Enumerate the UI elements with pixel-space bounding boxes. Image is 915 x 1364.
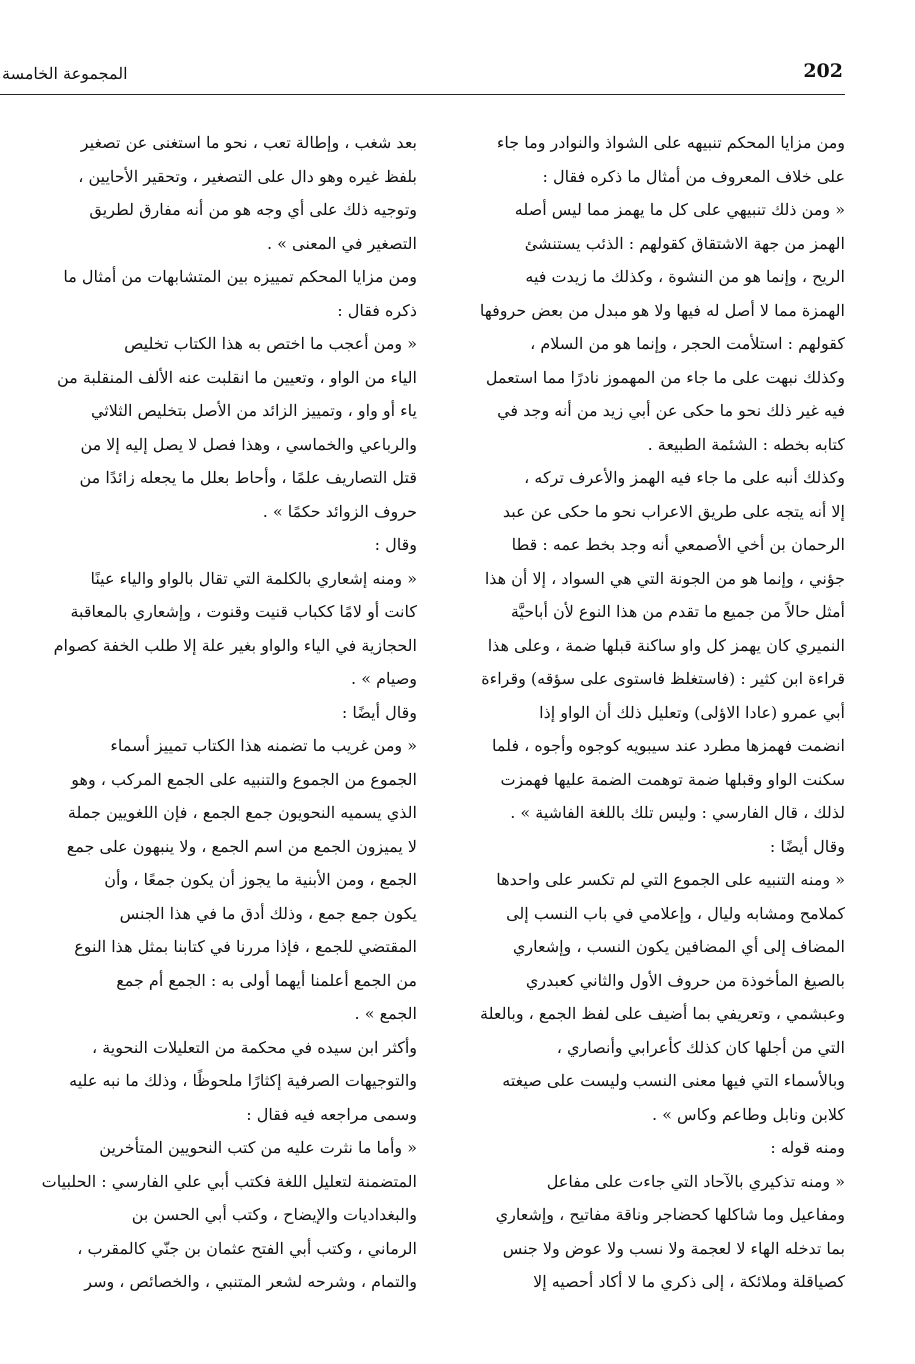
text-line: كصياقلة وملائكة ، إلى ذكري ما لا أكاد أحصيه إلا — [533, 1272, 845, 1291]
text-line: كتابه بخطه : الشئمة الطبيعة . — [647, 434, 845, 454]
text-line: لذلك ، قال الفارسي : وليس تلك باللغة الفاشية » . — [510, 803, 845, 822]
text-line: وصيام » . — [351, 669, 417, 688]
text-line: بعد شغب ، وإطالة تعب ، نحو ما استغنى عن تصغير — [80, 133, 417, 152]
text-line: وأكثر ابن سيده في محكمة من التعليلات النحوية ، — [91, 1037, 417, 1057]
text-line: وكذلك نبهت على ما جاء من المهموز نادرًا مما استعمل — [485, 367, 845, 387]
text-line: قراءة ابن كثير : (فاستغلظ فاستوى على سؤقه) وقراءة — [481, 669, 845, 688]
text-line: إلا أنه يتجه على طريق الاعراب نحو ما حكى عن عبد — [502, 501, 845, 521]
text-line: أمثل حالاً من جميع ما تقدم من هذا النوع لأن أباحيَّة — [510, 602, 845, 621]
text-line: الجمع ، ومن الأبنية ما يجوز أن يكون جمعًا ، وأن — [104, 870, 417, 889]
text-line: « ومن أعجب ما اختص به هذا الكتاب تخليص — [124, 334, 417, 353]
text-line: « ومن ذلك تنبيهي على كل ما يهمز مما ليس أصله — [514, 200, 845, 219]
text-line: الرماني ، وكتب أبي الفتح عثمان بن جنّي كالمقرب ، — [77, 1238, 417, 1258]
text-line: جؤني ، وإنما هو من الجونة التي هي السواد ، إلا أن هذا — [484, 568, 845, 588]
text-line: كقولهم : استلأمت الحجر ، وإنما هو من السلام ، — [530, 334, 845, 353]
text-line: المتضمنة لتعليل اللغة فكتب أبي علي الفارسي : الحلبيات — [41, 1171, 417, 1191]
text-line: وسمى مراجعه فيه فقال : — [246, 1104, 417, 1124]
text-line: وكذلك أنبه على ما جاء فيه الهمز والأعرف تركه ، — [524, 468, 845, 487]
text-line: ومن مزايا المحكم تنبيهه على الشواذ والنوادر وما جاء — [496, 133, 845, 152]
text-line: النميري كان يهمز كل واو ساكنة قبلها ضمة ، وعلى هذا — [487, 635, 845, 655]
text-line: بلفظ غيره وهو دال على التصغير ، وتحقير الأحايين ، — [78, 166, 417, 186]
text-line: بما تدخله الهاء لا لعجمة ولا نسب ولا عوض ولا جنس — [502, 1238, 845, 1258]
text-line: فيه غير ذلك نحو ما حكى عن أبي زيد من أنه وجد في — [497, 401, 845, 420]
text-line: المضاف إلى أي المضافين يكون النسب ، وإشعاري — [512, 937, 845, 956]
text-line: ومن مزايا المحكم تمييزه بين المتشابهات من أمثال ما — [63, 267, 417, 286]
text-line: سكنت الواو وقبلها ضمة توهمت الضمة عليها فهمزت — [500, 769, 845, 789]
text-line: التي من أجلها كان كذلك كأعرابي وأنصاري ، — [556, 1037, 845, 1057]
text-line: والتوجيهات الصرفية إكثارًا ملحوظًا ، وذلك ما نبه عليه — [69, 1071, 417, 1090]
text-line: « ومنه التنبيه على الجموع التي لم تكسر على واحدها — [496, 870, 845, 889]
page-header — [0, 58, 845, 95]
text-line: حروف الزوائد حكمًا » . — [262, 501, 417, 521]
right-text-column — [445, 126, 845, 1299]
text-line: المقتضي للجمع ، فإذا مررنا في كتابنا بمثل هذا النوع — [74, 937, 417, 956]
text-line: على خلاف المعروف من أمثال ما ذكره فقال : — [542, 166, 845, 186]
text-line: الرحمان بن أخي الأصمعي أنه وجد بخط عمه : قطا — [511, 535, 845, 554]
text-line: الحجازية في الياء والواو بغير علة إلا طلب الخفة كصوام — [53, 635, 417, 655]
text-line: وقال أيضًا : — [341, 702, 417, 722]
text-line: وتوجيه ذلك على أي وجه هو من أنه مفارق لطريق — [89, 200, 417, 219]
text-line: وعبشمي ، وتعريفي بما أضيف على لفظ الجمع ، وبالعلة — [480, 1004, 845, 1023]
running-title: المجموعة الخامسة — [2, 64, 128, 83]
text-line: الهمز من جهة الاشتقاق كقولهم : الذئب يستنشئ — [524, 233, 845, 253]
text-line: والبغداديات والإيضاح ، وكتب أبي الحسن بن — [131, 1205, 417, 1224]
text-line: ومنه قوله : — [770, 1138, 845, 1157]
text-line: كلابن ونابل وطاعم وكاس » . — [651, 1104, 845, 1124]
text-line: وبالأسماء التي فيها معنى النسب وليست على صيغته — [502, 1071, 845, 1090]
text-line: الريح ، وإنما هو من النشوة ، وكذلك ما زيدت فيه — [525, 267, 845, 286]
text-line: ومفاعيل وما شاكلها كحضاجر وناقة مفاتيح ، وإشعاري — [495, 1205, 845, 1224]
text-line: « ومنه إشعاري بالكلمة التي تقال بالواو والياء عينًا — [90, 568, 417, 588]
text-line: الذي يسميه النحويون جمع الجمع ، فإن اللغويين جملة — [67, 803, 417, 822]
text-line: كملامح ومشابه وليال ، وإعلامي في باب النسب إلى — [506, 903, 845, 923]
text-line: التصغير في المعنى » . — [266, 233, 417, 253]
text-line: وقال أيضًا : — [769, 836, 845, 856]
text-line: كانت أو لامًا ككباب قنيت وقنوت ، وإشعاري بالمعاقبة — [70, 602, 417, 621]
text-line: ذكره فقال : — [337, 300, 417, 320]
text-line: وقال : — [374, 535, 417, 554]
text-line: الجموع من الجموع والتنبيه على الجمع المركب ، وهو — [71, 769, 417, 789]
text-line: من الجمع أعلمنا أيهما أولى به : الجمع أم جمع — [116, 970, 417, 990]
page-number: 202 — [803, 60, 843, 82]
text-line: قتل التصاريف علمًا ، وأحاط بعلل ما يجعله زائدًا من — [79, 468, 417, 487]
text-line: « وأما ما نثرت عليه من كتب النحويين المتأخرين — [99, 1138, 417, 1157]
text-line: « ومن غريب ما تضمنه هذا الكتاب تمييز أسماء — [110, 736, 417, 755]
left-text-column — [0, 126, 417, 1299]
text-line: انضمت فهمزها مطرد عند سيبويه كوجوه وأجوه ، فلما — [492, 736, 845, 755]
text-line: ياء أو واو ، وتمييز الزائد من الأصل بتخليص الثلاثي — [90, 401, 417, 420]
text-line: الجمع » . — [354, 1004, 417, 1023]
text-line: بالصيغ المأخوذة من حروف الأول والثاني كعبدري — [525, 970, 845, 990]
text-line: أبي عمرو (عادا الاؤلى) وتعليل ذلك أن الواو إذا — [539, 702, 845, 722]
text-line: والرباعي والخماسي ، وهذا فصل لا يصل إليه إلا من — [80, 434, 417, 454]
text-line: لا يميزون الجمع من اسم الجمع ، ولا ينبهون على جمع — [66, 836, 417, 856]
text-line: « ومنه تذكيري بالآحاد التي جاءت على مفاعل — [546, 1171, 845, 1191]
text-line: يكون جمع جمع ، وذلك أدق ما في هذا الجنس — [119, 903, 417, 923]
text-line: الياء من الواو ، وتعيين ما انقلبت عنه الألف المنقلبة من — [57, 367, 417, 387]
text-line: والتمام ، وشرحه لشعر المتنبي ، والخصائص ، وسر — [84, 1272, 417, 1291]
text-line: الهمزة مما لا أصل له فيها ولا هو مبدل من بعض حروفها — [479, 300, 845, 320]
